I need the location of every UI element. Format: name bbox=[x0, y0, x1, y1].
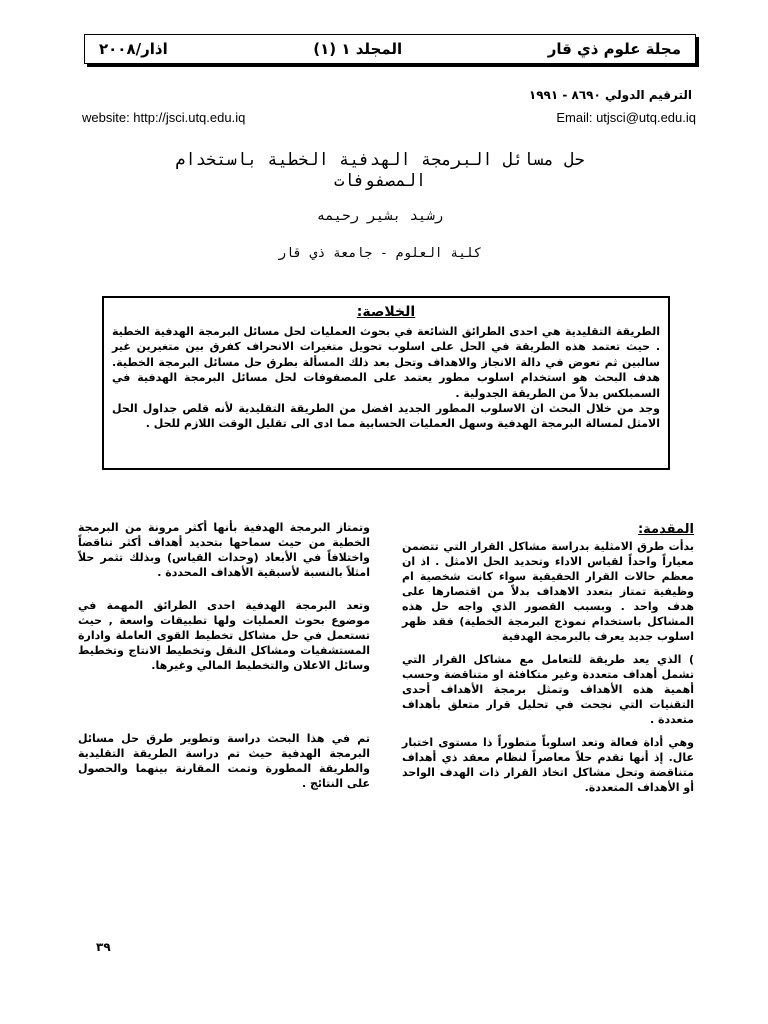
website-link[interactable]: website: http://jsci.utq.edu.iq bbox=[82, 110, 246, 125]
volume-label: المجلد ١ (١) bbox=[313, 40, 403, 58]
author-affiliation: كلية العلوم - جامعة ذي قار bbox=[278, 246, 482, 261]
intro-paragraph: وتعد البرمجة الهدفية احدى الطرائق المهمة في موضوع بحوث العمليات ولها تطبيقات واسعة , حيث تستعمل في حل مشاكل تخطيط القوى العاملة وادارة المستشفيات ومشاكل النقل وتخطيط الانتاج وتخطيط وسائل الاعلان والتخطيط المالي وغيرها. bbox=[78, 599, 370, 672]
journal-header bbox=[84, 34, 696, 64]
intro-heading: المقدمة: bbox=[637, 522, 694, 537]
abstract-heading: الخلاصة: bbox=[356, 304, 416, 320]
intro-paragraph: ) الذي يعد طريقة للتعامل مع مشاكل القرار التي تشمل أهداف متعددة وغير متكافئة او متناقضة وحسب أهمية هذه الأهداف وتمثل برمجة الأهداف أحدى التقنيات التي نجحت في تحليل قرار متعلق بأهداف متعددة . bbox=[402, 653, 694, 726]
intro-paragraph: وهي أداة فعالة وتعد اسلوباً متطوراً ذا مستوى اختبار عال. إذ أنها تقدم حلاً معاصراً لنظام معقد ذي أهداف متناقضة وتحل مشاكل اتخاذ القرار ذات الهدف الواحد أو الأهداف المتعددة. bbox=[402, 736, 694, 794]
intro-paragraph: تم في هذا البحث دراسة وتطوير طرق حل مسائل البرمجة الهدفية حيث تم دراسة الطريقة التقليدية والطريقة المطورة وتمت المقارنة بينهما والحصول على النتائج . bbox=[78, 732, 370, 790]
author-name: رشيد بشير رحيمه bbox=[316, 208, 444, 224]
journal-name: مجلة علوم ذي قار bbox=[547, 40, 681, 58]
intro-right-column bbox=[402, 522, 694, 803]
abstract-box bbox=[102, 296, 670, 470]
issue-date: اذار/٢٠٠٨ bbox=[99, 40, 168, 58]
intro-paragraph: بدأت طرق الامثلية بدراسة مشاكل القرار التي تتضمن معياراً واحداً لقياس الاداء وتحديد الحل الامثل . اذ ان معظم حالات القرار الحقيقية سواء كانت شخصية ام وظيفية تمتاز بتعدد الاهداف بدلاً من اقتصارها على هدف واحد . وبسبب القصور الذي واجه حل هذه المشاكل باستخدام نموذج البرمجة الخطية) فقد ظهر اسلوب جديد يعرف بالبرمجة الهدفية bbox=[402, 540, 694, 643]
issn: الترقيم الدولي ٨٦٩٠ - ١٩٩١ bbox=[528, 88, 692, 102]
page-number: ٣٩ bbox=[96, 940, 111, 954]
intro-left-column bbox=[78, 520, 370, 799]
abstract-paragraph-2: وجد من خلال البحث ان الاسلوب المطور الجديد افضل من الطريقة التقليدية لأنه قلص جداول الحل الامثل لمسالة البرمجة الهدفية وسهل العمليات الحسابية مما ادى الى تقليل الوقت اللازم للحل . bbox=[112, 402, 660, 431]
intro-paragraph: وتمتاز البرمجة الهدفية بأنها أكثر مرونة من البرمجة الخطية من حيث سماحها بتحديد أهداف أكثر تناقضاً واختلافاً في الأبعاد (وحدات القياس) وبذلك تثمر حلاً امثلاً بالنسبة لأسبقية الأهداف المحددة . bbox=[78, 521, 370, 579]
email-link[interactable]: Email: utjsci@utq.edu.iq bbox=[556, 110, 696, 125]
paper-title: حل مسائل البرمجة الهدفية الخطية باستخدام المصفوفات bbox=[175, 150, 585, 191]
abstract-paragraph-1: الطريقة التقليدية هي احدى الطرائق الشائعة في بحوث العمليات لحل مسائل البرمجة الهدفية الخطية . حيث تعتمد هذه الطريقة في الحل على اسلوب تحويل متغيرات الانحراف كفرق بين متغيرين غير سالبين ثم تعوض في دالة الانجاز والاهداف وتحل بعد ذلك المسألة بطرق حل مسائل البرمجة الخطية. هدف البحث هو استخدام اسلوب مطور يعتمد على المصفوفات لحل مسائل البرمجة الهدفية في السمبلكس بدلاً من الطريقة الجدولية . bbox=[112, 325, 660, 400]
